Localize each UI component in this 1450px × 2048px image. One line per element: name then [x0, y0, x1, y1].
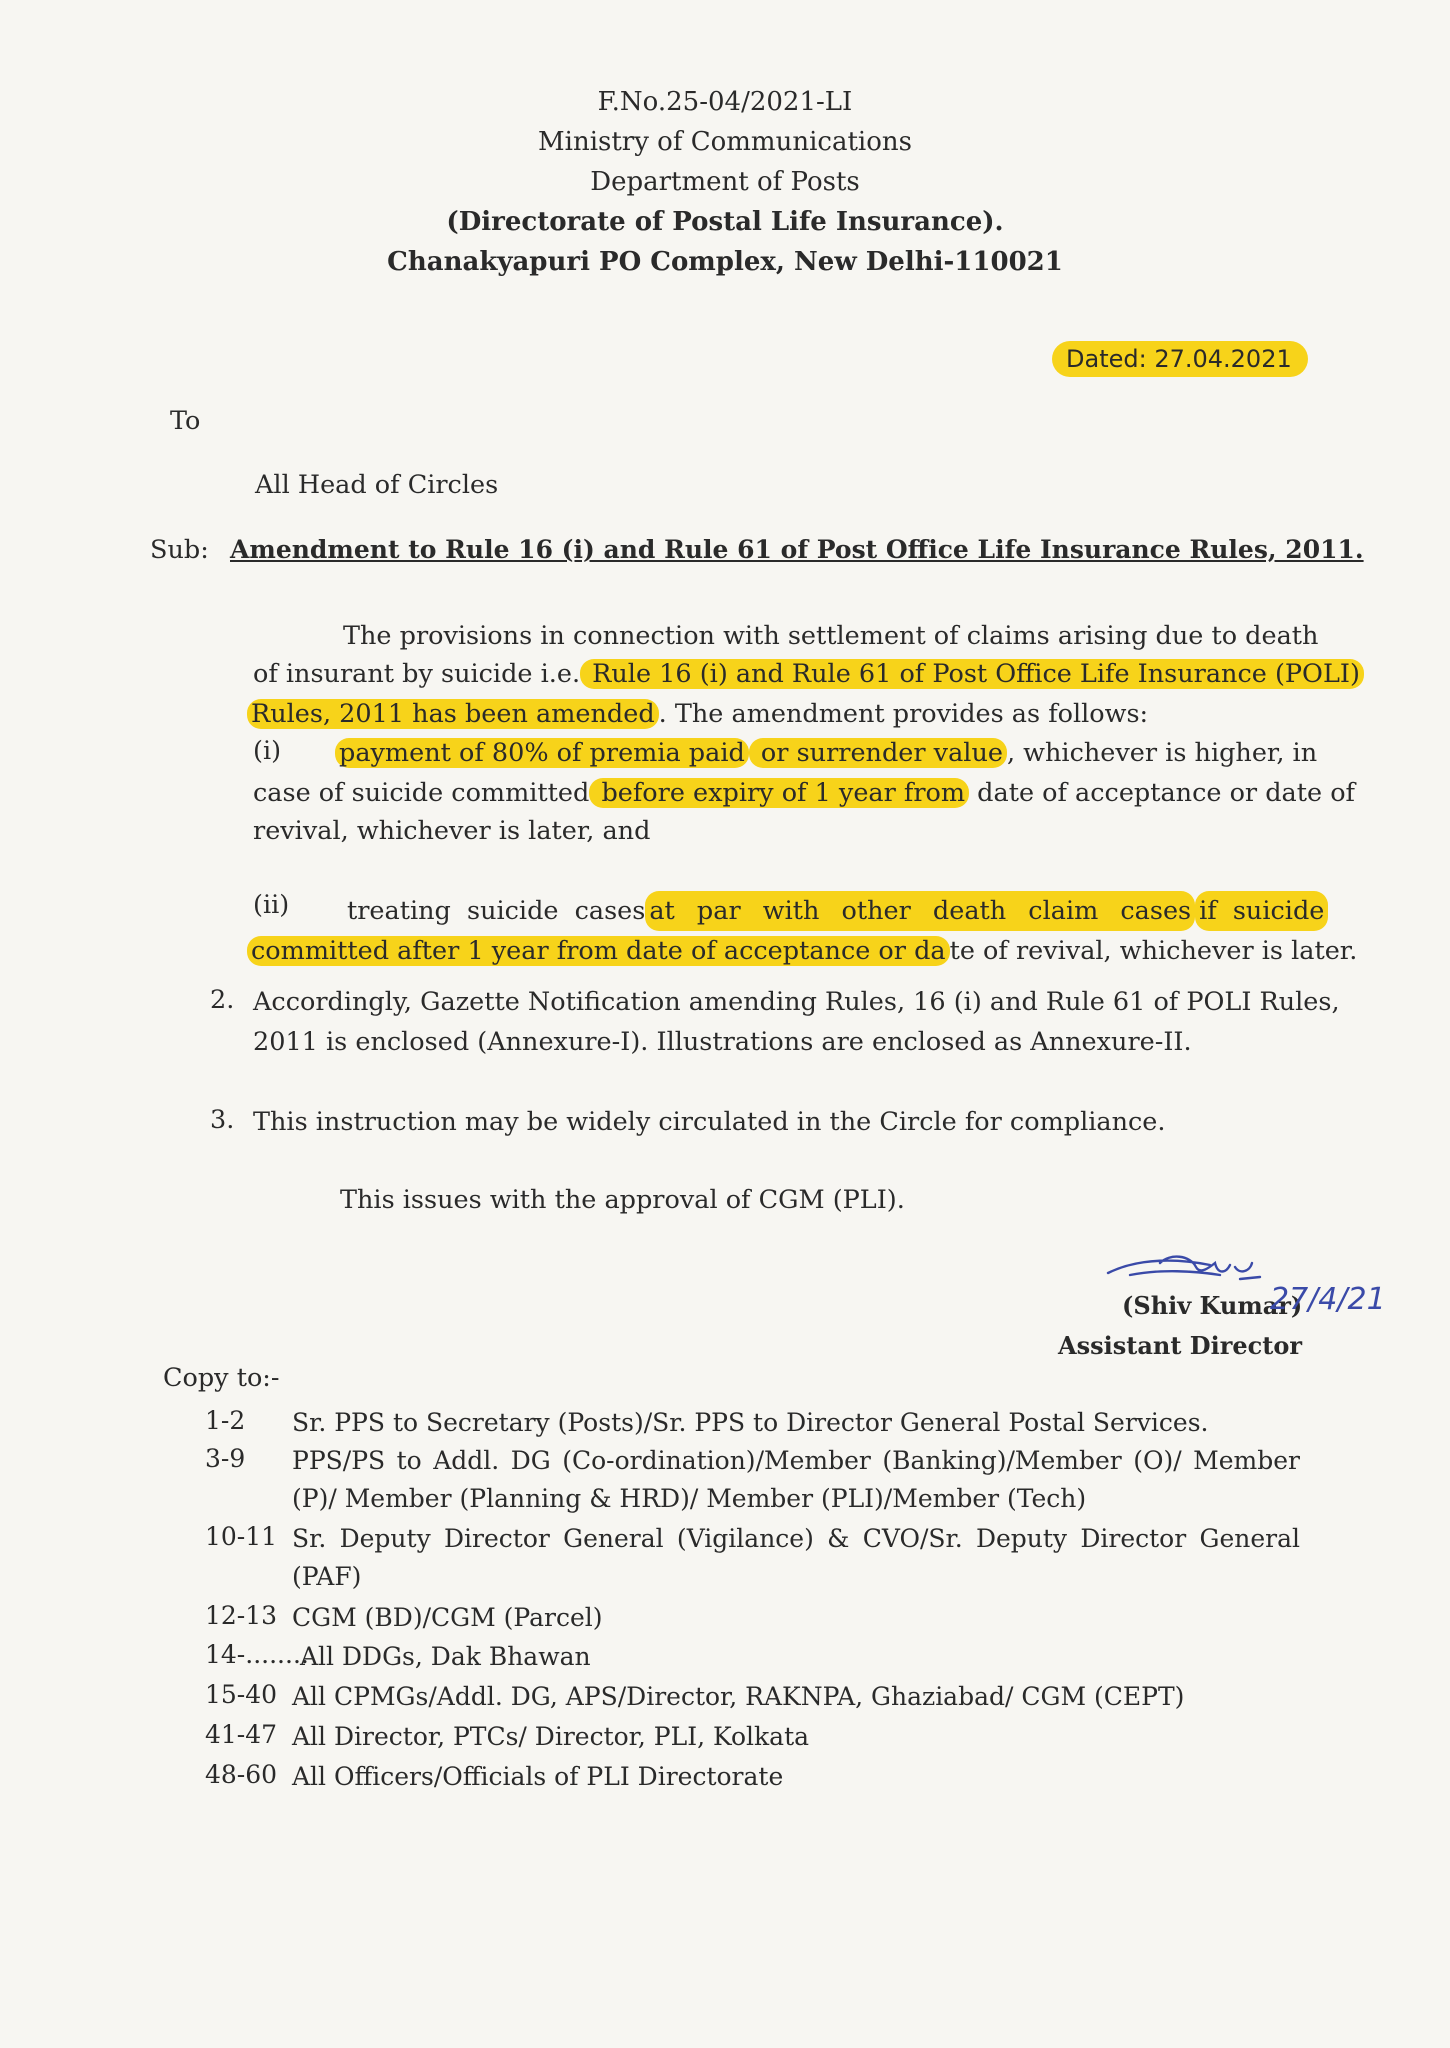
item-i-highlight-2: or surrender value	[749, 738, 1007, 768]
item-ii-line-2-highlight: committed after 1 year from date of acceptance or da	[247, 936, 950, 966]
copy-item-text: Sr. Deputy Director General (Vigilance) & CVO/Sr. Deputy Director General	[292, 1524, 1300, 1553]
copy-item-number: 10-11	[205, 1522, 278, 1551]
signatory-name: (Shiv Kumar)	[1122, 1291, 1303, 1320]
item-ii-line-2-post: te of revival, whichever is later.	[949, 936, 1358, 966]
item-ii-pre: treating suicide cases	[347, 896, 646, 926]
subject-text: Amendment to Rule 16 (i) and Rule 61 of Post Office Life Insurance Rules, 2011.	[230, 535, 1364, 564]
intro-line-2-pre: of insurant by suicide i.e.	[253, 659, 581, 689]
ministry-name: Ministry of Communications	[538, 127, 912, 157]
item-ii-highlight-2: if suicide	[1195, 891, 1328, 931]
item-ii-highlight-1: at par with other death claim cases	[645, 891, 1195, 931]
to-label: To	[170, 406, 201, 436]
copy-item-text: All CPMGs/Addl. DG, APS/Director, RAKNPA, Ghaziabad/ CGM (CEPT)	[292, 1682, 1185, 1711]
item-i-line-2-post: date of acceptance or date of	[969, 778, 1355, 808]
intro-line-3-post: . The amendment provides as follows:	[658, 699, 1149, 729]
intro-line-3-highlight: Rules, 2011 has been amended	[247, 699, 659, 729]
copy-item-text: Sr. PPS to Secretary (Posts)/Sr. PPS to Director General Postal Services.	[292, 1408, 1209, 1437]
file-number: F.No.25-04/2021-LI	[597, 87, 853, 117]
copy-item-text: All DDGs, Dak Bhawan	[300, 1642, 591, 1671]
item-i-line-2-highlight: before expiry of 1 year from	[589, 778, 969, 808]
signatory-designation: Assistant Director	[1058, 1331, 1302, 1360]
copy-item-text: CGM (BD)/CGM (Parcel)	[292, 1603, 603, 1632]
para-3-number: 3.	[210, 1105, 235, 1135]
copy-item-number: 1-2	[205, 1406, 246, 1435]
approval-note: This issues with the approval of CGM (PLI).	[340, 1185, 905, 1215]
department-name: Department of Posts	[590, 167, 860, 197]
intro-paragraph	[253, 616, 1319, 656]
copy-item-text: All Director, PTCs/ Director, PLI, Kolkata	[292, 1722, 810, 1751]
item-i-marker: (i)	[253, 736, 282, 766]
copy-item-text: PPS/PS to Addl. DG (Co-ordination)/Member (Banking)/Member (O)/ Member	[292, 1446, 1300, 1475]
copy-item-text: (P)/ Member (Planning & HRD)/ Member (PLI)/Member (Tech)	[292, 1484, 1087, 1513]
copy-item-number: 12-13	[205, 1601, 278, 1630]
item-i-line-3: revival, whichever is later, and	[253, 816, 651, 846]
intro-line-2-highlight: Rule 16 (i) and Rule 61 of Post Office Life Insurance (POLI)	[580, 659, 1364, 689]
para-2-line-1: Accordingly, Gazette Notification amending Rules, 16 (i) and Rule 61 of POLI Rules,	[253, 987, 1340, 1017]
copy-item-text: All Officers/Officials of PLI Directorate	[292, 1762, 784, 1791]
address: Chanakyapuri PO Complex, New Delhi-110021	[387, 247, 1063, 277]
copy-item-number: 48-60	[205, 1760, 278, 1789]
intro-line-1: The provisions in connection with settlement of claims arising due to death	[343, 621, 1319, 651]
directorate-name: (Directorate of Postal Life Insurance).	[446, 207, 1004, 237]
copy-to-label: Copy to:-	[163, 1363, 280, 1393]
para-2-line-2: 2011 is enclosed (Annexure-I). Illustrations are enclosed as Annexure-II.	[253, 1027, 1192, 1057]
recipient: All Head of Circles	[255, 470, 499, 500]
item-i-line-2-pre: case of suicide committed	[253, 778, 590, 808]
copy-item-number: 41-47	[205, 1720, 278, 1749]
copy-item-number: 14-........	[205, 1640, 309, 1669]
copy-item-number: 15-40	[205, 1680, 278, 1709]
para-2-number: 2.	[210, 985, 235, 1015]
subject-label: Sub:	[150, 535, 209, 565]
dated-label: Dated: 27.04.2021	[1052, 341, 1308, 377]
copy-item-number: 3-9	[205, 1444, 246, 1473]
copy-item-text: (PAF)	[292, 1562, 362, 1591]
para-3-text: This instruction may be widely circulated in the Circle for compliance.	[253, 1107, 1166, 1137]
item-i-line-1-post: , whichever is higher, in	[1006, 738, 1318, 768]
item-ii-marker: (ii)	[253, 890, 290, 920]
item-i-highlight-1: payment of 80% of premia paid	[335, 738, 749, 768]
handwritten-date: 27/4/21	[1270, 1282, 1386, 1317]
